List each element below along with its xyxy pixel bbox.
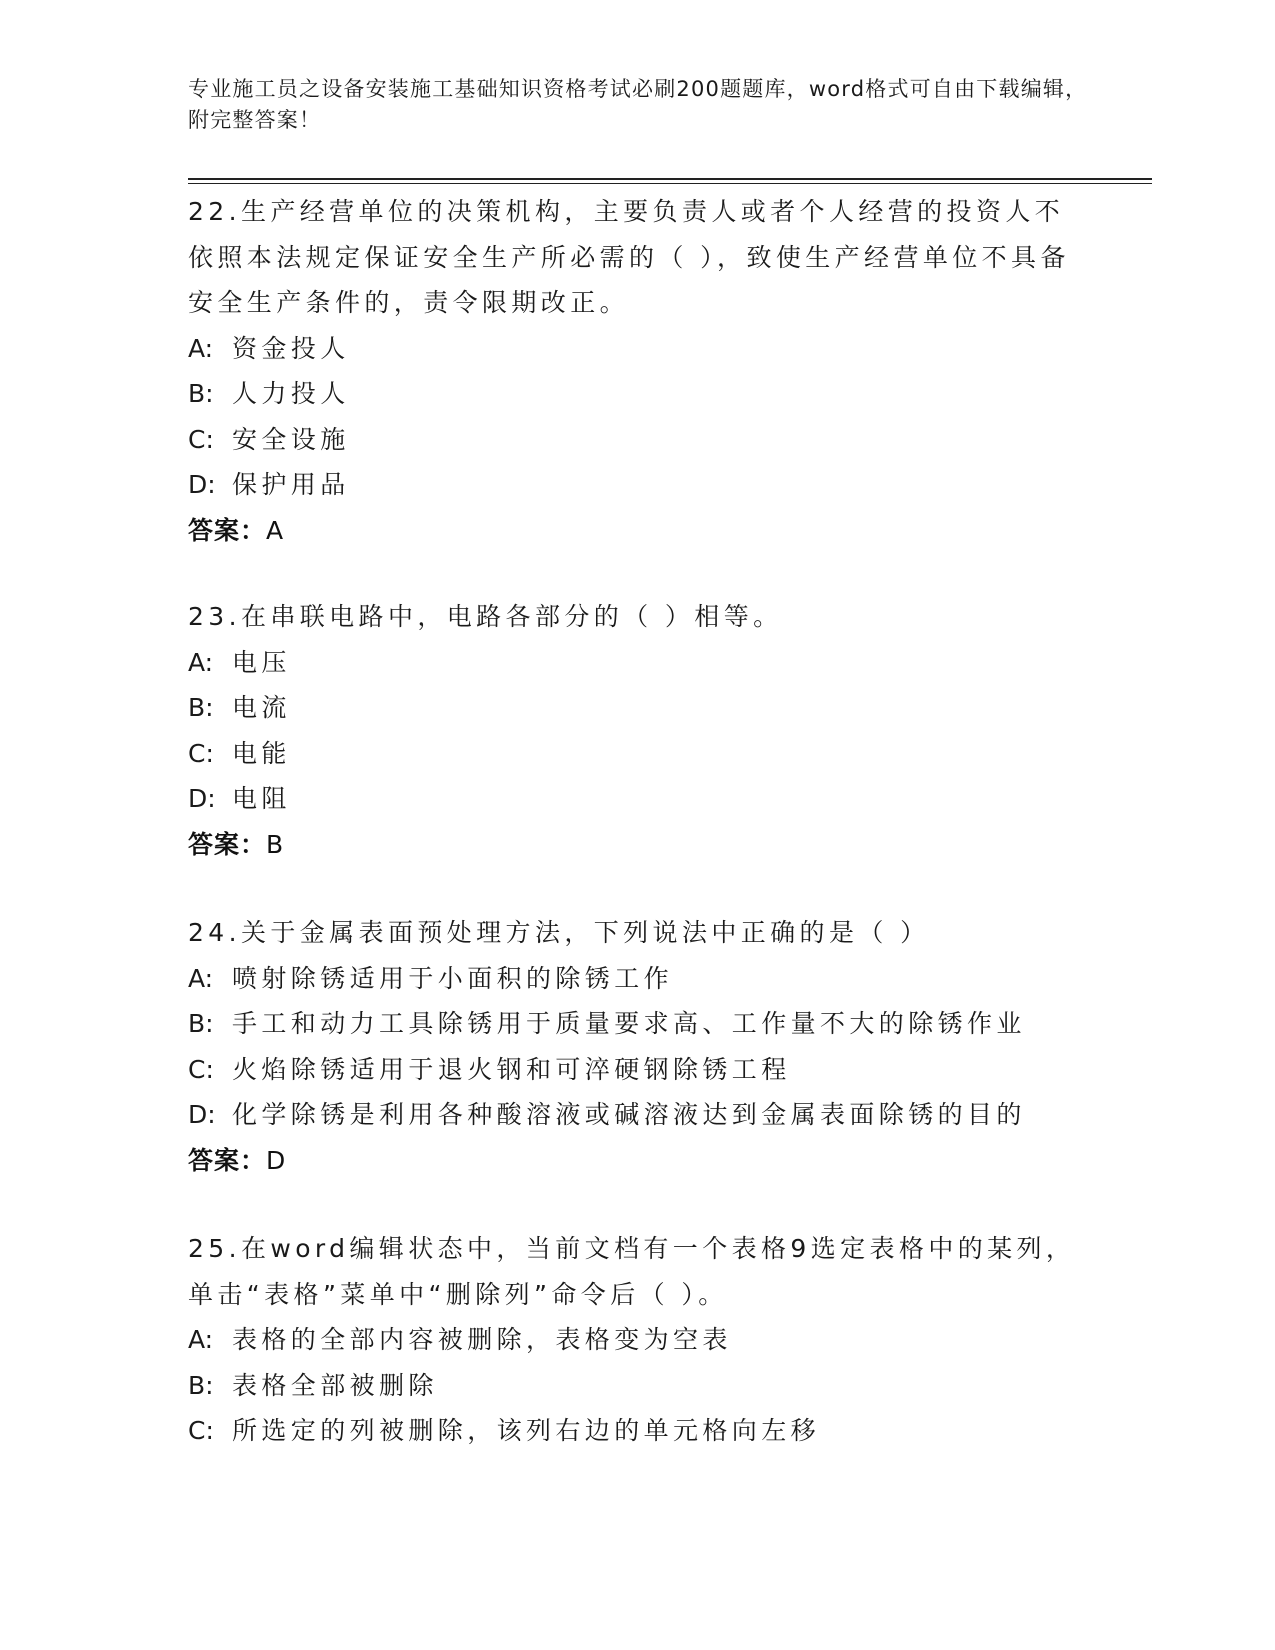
option-text: 表格的全部内容被删除，表格变为空表 [232, 1325, 732, 1354]
answer-value: A [266, 515, 285, 545]
option-key: A: [188, 963, 214, 993]
option-c [188, 1408, 1088, 1454]
option-text: 电流 [232, 693, 291, 722]
option-key: B: [188, 693, 214, 722]
option-key: B: [188, 379, 214, 408]
question-24 [188, 910, 1088, 1183]
answer-value: D [266, 1145, 287, 1175]
option-key: C: [188, 1416, 214, 1445]
option-key: A: [188, 647, 214, 677]
answer-label: 答案： [188, 829, 267, 859]
answer-line [188, 1138, 1088, 1184]
answer-value: B [266, 829, 285, 859]
option-b [188, 1363, 1088, 1409]
option-key: D: [188, 1100, 216, 1129]
option-text: 人力投人 [232, 379, 350, 408]
option-b [188, 1001, 1088, 1047]
option-key: A: [188, 333, 214, 363]
option-d [188, 462, 1088, 508]
option-key: C: [188, 1054, 214, 1084]
question-22 [188, 189, 1088, 553]
option-text: 火焰除锈适用于退火钢和可淬硬钢除锈工程 [232, 1054, 791, 1084]
question-25 [188, 1226, 1088, 1454]
option-key: D: [188, 470, 216, 499]
question-23 [188, 594, 1088, 867]
option-c [188, 417, 1088, 463]
option-text: 电压 [232, 647, 291, 677]
option-a [188, 1317, 1088, 1363]
option-a [188, 640, 1088, 686]
header-divider-thin [188, 183, 1152, 184]
option-text: 电能 [232, 738, 291, 768]
header-divider-thick [188, 178, 1152, 180]
option-text: 表格全部被删除 [232, 1370, 438, 1400]
option-text: 化学除锈是利用各种酸溶液或碱溶液达到金属表面除锈的目的 [232, 1100, 1026, 1129]
option-a [188, 956, 1088, 1002]
answer-label: 答案： [188, 515, 267, 545]
option-text: 喷射除锈适用于小面积的除锈工作 [232, 963, 674, 993]
question-stem: 24.关于金属表面预处理方法，下列说法中正确的是（ ） [188, 918, 930, 947]
option-c [188, 731, 1088, 777]
option-text: 资金投人 [232, 333, 350, 363]
question-stem: 22.生产经营单位的决策机构，主要负责人或者个人经营的投资人不依照本法规定保证安全生产所必需的（ ），致使生产经营单位不具备安全生产条件的，责令限期改正。 [188, 197, 1070, 317]
answer-label: 答案： [188, 1145, 267, 1175]
answer-line [188, 508, 1088, 554]
option-text: 保护用品 [232, 470, 350, 499]
option-text: 安全设施 [232, 424, 350, 454]
option-key: C: [188, 424, 214, 454]
option-key: A: [188, 1325, 214, 1354]
option-b [188, 685, 1088, 731]
option-text: 手工和动力工具除锈用于质量要求高、工作量不大的除锈作业 [232, 1009, 1026, 1038]
question-stem: 23.在串联电路中，电路各部分的（ ）相等。 [188, 602, 783, 631]
option-key: B: [188, 1370, 214, 1400]
option-key: D: [188, 784, 216, 813]
answer-line [188, 822, 1088, 868]
option-text: 电阻 [232, 784, 291, 813]
option-d [188, 1092, 1088, 1138]
option-d [188, 776, 1088, 822]
option-text: 所选定的列被删除，该列右边的单元格向左移 [232, 1416, 821, 1445]
question-stem: 25.在word编辑状态中，当前文档有一个表格9选定表格中的某列，单击“表格”菜单中“删除列”命令后（ ）。 [188, 1234, 1076, 1309]
option-a [188, 326, 1088, 372]
option-c [188, 1047, 1088, 1093]
option-b [188, 371, 1088, 417]
option-key: B: [188, 1009, 214, 1038]
option-key: C: [188, 738, 214, 768]
document-header: 专业施工员之设备安装施工基础知识资格考试必刷200题题库，word格式可自由下载编辑，附完整答案！ [188, 77, 1088, 132]
